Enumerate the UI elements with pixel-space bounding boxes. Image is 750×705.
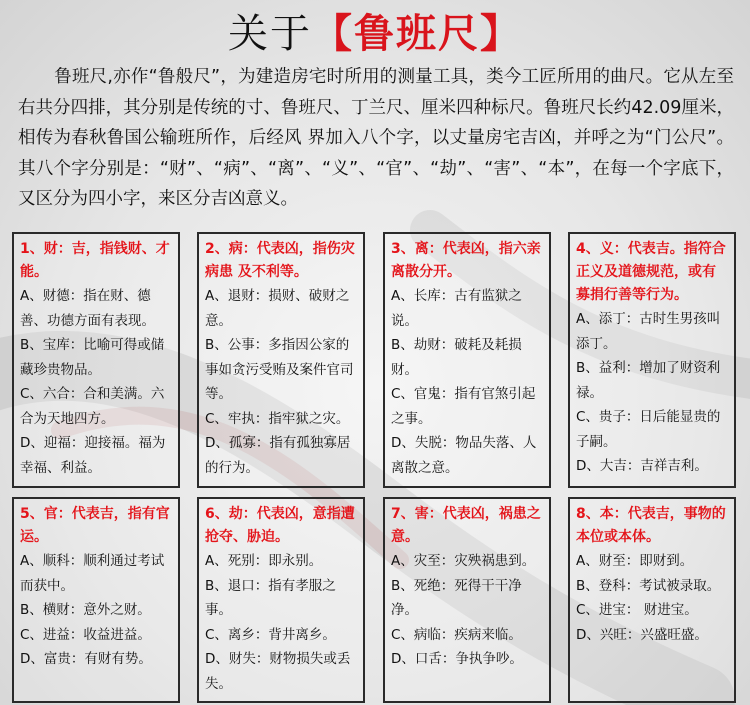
card-item: A、死别：即永别。 [205,553,323,569]
card-item: C、贵子：日后能显贵的子嗣。 [576,409,721,450]
title-prefix: 关于 [228,11,312,57]
card-bing [197,232,365,488]
card-item: B、退口：指有孝服之事。 [205,577,336,618]
card-item: C、牢执：指牢狱之灾。 [205,410,350,427]
page-title [0,6,750,62]
card-item: B、宝库：比喻可得或储藏珍贵物品。 [20,337,165,378]
card-item: D、富贵：有财有势。 [20,651,152,667]
card-item: D、兴旺：兴盛旺盛。 [576,626,708,643]
card-item: C、六合：合和美满。六合为天地四方。 [20,386,165,427]
intro-text: 鲁班尺,亦作“鲁般尺”，为建造房宅时所用的测量工具，类今工匠所用的曲尺。它从左至右共分四排，其分别是传统的寸、鲁班尺、丁兰尺、厘米四种标尺。鲁班尺长约42.09厘米，相传为春秋鲁国公输班所作，后经风 界加入八个字，以丈量房宅吉凶，并呼之为“门公尺”。其八个字分别是：“财”、“病”、“离”、“义”、“官”、“劫”、“害”、“本”，在每一个字底下，又区分为四小字，来区分吉凶意义。 [18,67,734,209]
card-guan [12,497,180,703]
card-item: C、离乡：背井离乡。 [205,626,336,643]
card-heading: 2、病：代表凶，指伤灾病患 及不利等。 [205,241,355,280]
card-item: A、财至：即财到。 [576,553,694,569]
card-item: C、进宝： 财进宝。 [576,602,698,618]
card-li [383,232,551,488]
card-item: B、横财：意外之财。 [20,602,151,618]
card-heading: 1、财：吉，指钱财、才能。 [20,241,170,280]
card-item: A、财德：指在财、德善、功德方面有表现。 [20,288,155,329]
card-item: B、登科：考试被录取。 [576,577,721,594]
card-ben [568,497,736,703]
card-item: A、退财：损财、破财之意。 [205,288,350,329]
card-item: B、死绝：死得干干净净。 [391,577,522,618]
title-highlight: 鲁班尺 [354,11,480,57]
card-item: D、财失：财物损失或丢失。 [205,651,351,692]
card-cai [12,232,180,488]
card-item: A、顺科：顺利通过考试而获中。 [20,553,165,594]
card-item: A、长库：古有监狱之说。 [391,288,522,329]
card-item: A、添丁：古时生男孩叫添丁。 [576,311,721,352]
card-item: B、公事：多指因公家的事如贪污受贿及案件官司等。 [205,337,354,402]
card-jie [197,497,365,703]
card-heading: 7、害：代表凶，祸患之意。 [391,506,541,545]
title-bracket-right: 】 [480,11,522,57]
card-item: B、劫财：破耗及耗损财。 [391,337,522,378]
card-heading: 3、离：代表凶，指六亲离散分开。 [391,241,541,280]
card-item: D、大吉：吉祥吉利。 [576,458,708,474]
card-item: D、孤寡：指有孤独寡居的行为。 [205,435,351,476]
card-heading: 8、本：代表吉，事物的本位或本体。 [576,506,726,545]
card-item: D、迎福：迎接福。福为幸福、利益。 [20,435,166,476]
card-item: C、官鬼：指有官煞引起之事。 [391,386,536,427]
card-item: A、灾至：灾殃祸患到。 [391,553,536,569]
card-hai [383,497,551,703]
intro-paragraph [18,62,734,215]
card-heading: 4、义：代表吉。指符合正义及道德规范，或有募捐行善等行为。 [576,241,726,303]
card-item: B、益利：增加了财资利禄。 [576,360,721,401]
card-item: C、病临：疾病来临。 [391,626,522,643]
card-item: C、进益：收益进益。 [20,626,151,643]
card-heading: 5、官：代表吉，指有官运。 [20,506,170,545]
card-heading: 6、劫：代表凶，意指遭抢夺、胁迫。 [205,506,355,545]
card-item: D、口舌：争执争吵。 [391,651,523,667]
card-item: D、失脱：物品失落、人离散之意。 [391,435,537,476]
card-yi [568,232,736,488]
title-bracket-left: 【 [312,11,354,57]
